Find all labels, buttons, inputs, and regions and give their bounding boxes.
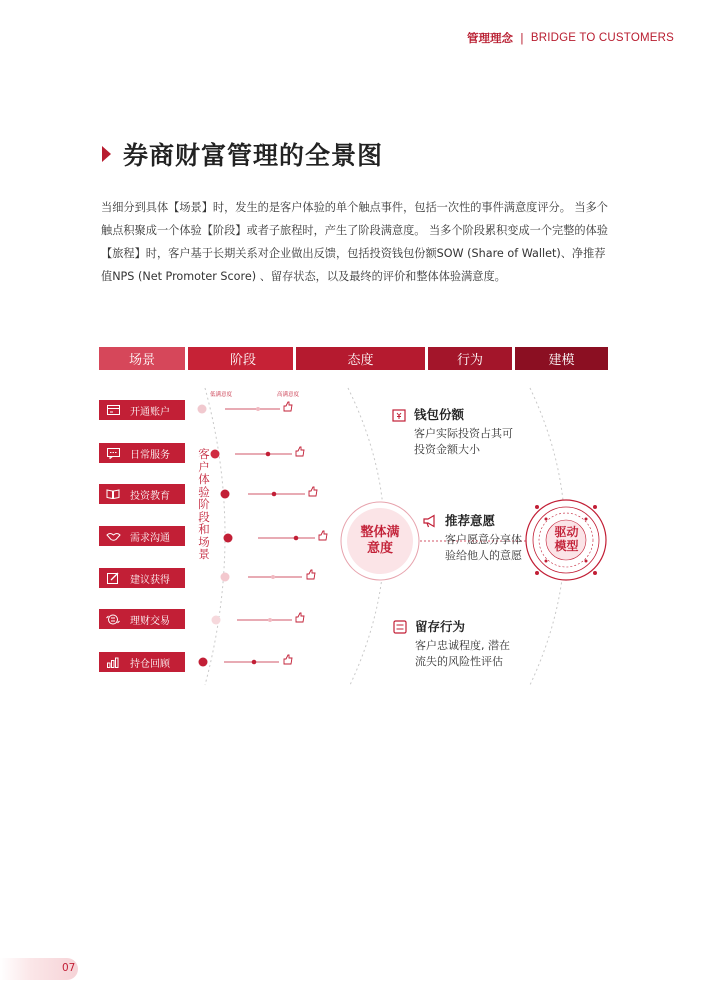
megaphone-icon (423, 514, 439, 533)
stage-dot (212, 616, 221, 625)
header-attitude-label: 态度 (347, 353, 374, 368)
header-stage-label: 阶段 (230, 353, 257, 368)
model-label: 驱动模型 (554, 525, 579, 553)
behavior-desc: 客户愿意分享体验给他人的意愿 (445, 533, 522, 562)
thumbs-up-icon (319, 531, 327, 540)
scene-label: 持仓回顾 (130, 658, 170, 670)
wallet-icon (392, 408, 406, 427)
behavior-title: 推荐意愿 (445, 513, 496, 528)
thumbs-up-icon (284, 402, 292, 411)
thumbs-up-icon (284, 655, 292, 664)
behavior-retention (415, 619, 515, 670)
scene-label: 日常服务 (130, 449, 170, 461)
header-behavior-label: 行为 (456, 353, 483, 368)
center-label: 整体满意度 (360, 525, 400, 556)
satisfaction-row-6 (212, 616, 293, 625)
scene-label: 投资教育 (130, 490, 170, 502)
header-separator: | (520, 31, 524, 45)
scene-label: 建议获得 (130, 574, 170, 586)
behavior-desc: 客户实际投资占其可投资金额大小 (414, 427, 513, 456)
thumbs-up-icons (284, 402, 327, 664)
satisfaction-marker (271, 575, 275, 579)
stage-dot (221, 490, 230, 499)
header-modeling-label: 建模 (548, 353, 575, 368)
thumbs-up-icon (296, 447, 304, 456)
satisfaction-row-2 (211, 450, 293, 459)
retention-icon (393, 620, 407, 639)
stage-dot (211, 450, 220, 459)
page-title: 券商财富管理的全景图 (123, 141, 384, 170)
stage-dot (199, 658, 208, 667)
header-section: 管理理念 (467, 31, 514, 45)
thumbs-up-icon (309, 487, 317, 496)
satisfaction-marker (294, 536, 299, 541)
satisfaction-marker (272, 492, 277, 497)
behavior-title: 钱包份额 (414, 407, 465, 422)
header-subtitle: BRIDGE TO CUSTOMERS (530, 32, 674, 44)
thumbs-up-icon (307, 570, 315, 579)
satisfaction-marker (266, 452, 271, 457)
low-satisfaction-label: 低满意度 (210, 392, 233, 398)
header-scene-label: 场景 (128, 353, 155, 368)
satisfaction-row-4 (224, 534, 316, 543)
behavior-title: 留存行为 (415, 619, 466, 634)
satisfaction-row-5 (221, 573, 303, 582)
behavior-wallet-share (414, 407, 514, 458)
stage-dot (198, 405, 207, 414)
stage-dot (224, 534, 233, 543)
behavior-desc: 客户忠诚程度, 潜在流失的风险性评估 (415, 639, 510, 668)
stage-dot (221, 573, 230, 582)
intro-paragraph: 当细分到具体【场景】时，发生的是客户体验的单个触点事件，包括一次性的事件满意度评分。 当多个触点积聚成一个体验【阶段】或者子旅程时，产生了阶段满意度。 当多个阶段累积变成一个完整的体验【旅程】时，客户基于长期关系对企业做出反馈，包括投资钱包份额SOW (Share of Wallet)、净推荐值NPS (Net Promoter Score) 、留存状态，以及最终的评价和整体体验满意度。 (101, 201, 608, 283)
satisfaction-row-3 (221, 490, 306, 499)
high-satisfaction-label: 高满意度 (277, 392, 300, 398)
thumbs-up-icon (296, 613, 304, 622)
page-number: 07 (62, 962, 76, 974)
scene-label: 需求沟通 (130, 532, 170, 544)
behavior-recommend (445, 513, 525, 564)
stage-vertical-text: 客户体验阶段和场景 (198, 447, 210, 561)
scene-label: 理财交易 (130, 615, 170, 627)
satisfaction-marker (252, 660, 257, 665)
satisfaction-marker (268, 618, 272, 622)
scene-label: 开通账户 (130, 406, 170, 418)
satisfaction-marker (256, 407, 260, 411)
